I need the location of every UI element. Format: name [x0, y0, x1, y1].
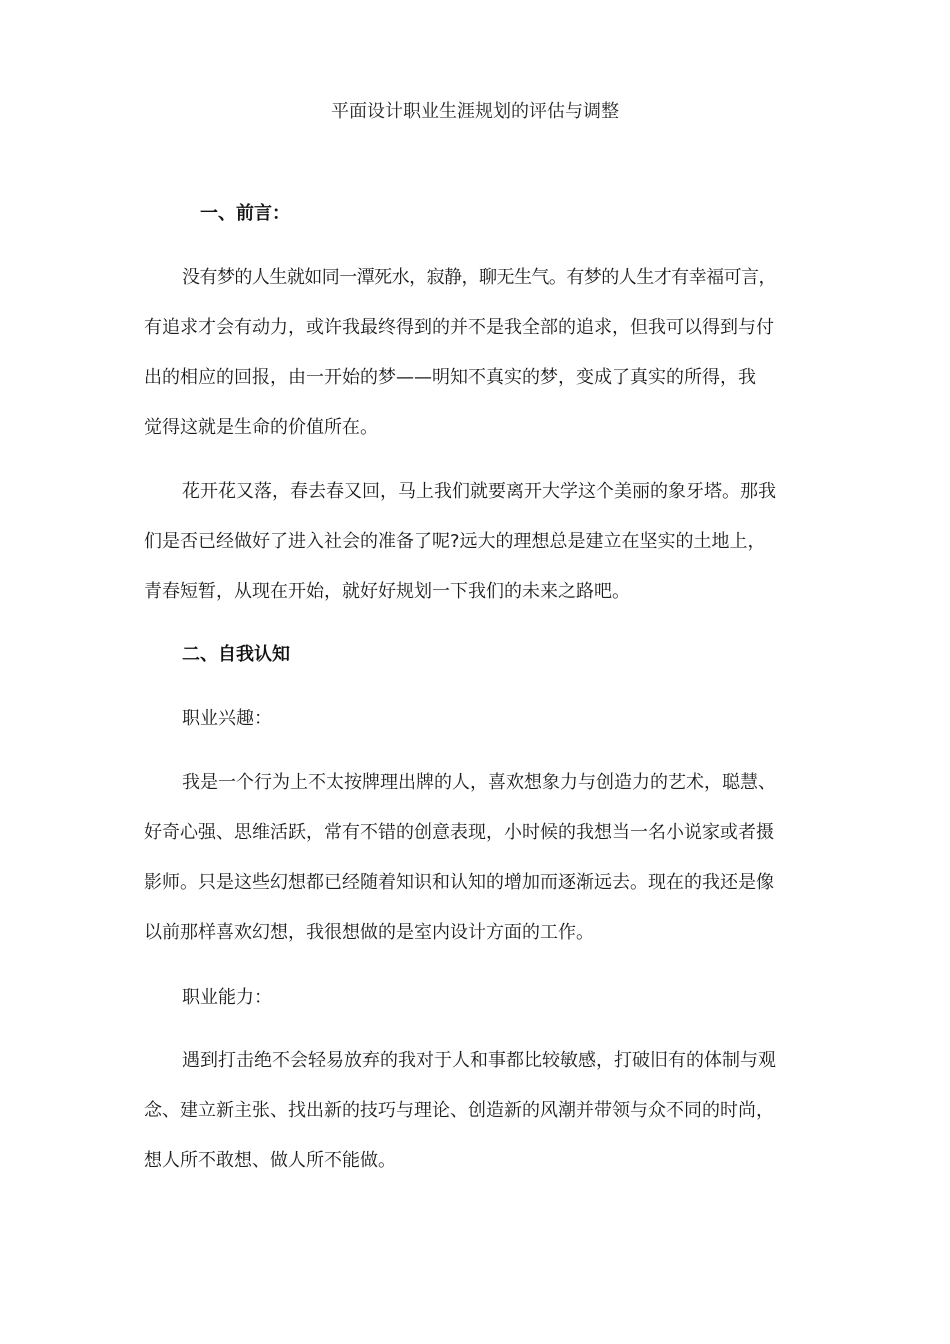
text-line: 们是否已经做好了进入社会的准备了呢?远大的理想总是建立在坚实的土地上， [144, 531, 766, 552]
paragraph-preface-1 [144, 253, 814, 453]
text-line: 遇到打击绝不会轻易放弃的我对于人和事都比较敏感，打破旧有的体制与观 [182, 1050, 776, 1071]
text-line: 有追求才会有动力，或许我最终得到的并不是我全部的追求，但我可以得到与付 [144, 317, 774, 338]
text-line: 没有梦的人生就如同一潭死水，寂静，聊无生气。有梦的人生才有幸福可言， [182, 267, 776, 288]
text-line: 青春短暂，从现在开始，就好好规划一下我们的未来之路吧。 [144, 581, 630, 602]
paragraph-career-interest [144, 758, 814, 958]
text-line: 出的相应的回报，由一开始的梦——明知不真实的梦，变成了真实的所得，我 [144, 367, 756, 388]
subheading-career-interest: 职业兴趣： [182, 708, 272, 729]
text-line: 好奇心强、思维活跃，常有不错的创意表现，小时候的我想当一名小说家或者摄 [144, 822, 774, 843]
paragraph-career-ability [144, 1036, 814, 1186]
paragraph-preface-2 [144, 467, 814, 617]
text-line: 影师。只是这些幻想都已经随着知识和认知的增加而逐渐远去。现在的我还是像 [144, 872, 774, 893]
text-line: 念、建立新主张、找出新的技巧与理论、创造新的风潮并带领与众不同的时尚， [144, 1100, 774, 1121]
subheading-career-ability: 职业能力： [182, 987, 272, 1008]
text-line: 以前那样喜欢幻想，我很想做的是室内设计方面的工作。 [144, 922, 594, 943]
document-title: 平面设计职业生涯规划的评估与调整 [331, 101, 619, 122]
text-line: 想人所不敢想、做人所不能做。 [144, 1150, 396, 1171]
text-line: 觉得这就是生命的价值所在。 [144, 417, 378, 438]
section-heading-self-cognition: 二、自我认知 [182, 644, 290, 665]
text-line: 我是一个行为上不太按牌理出牌的人，喜欢想象力与创造力的艺术，聪慧、 [182, 772, 776, 793]
text-line: 花开花又落，春去春又回，马上我们就要离开大学这个美丽的象牙塔。那我 [182, 481, 776, 502]
section-heading-preface: 一、前言： [200, 203, 290, 224]
